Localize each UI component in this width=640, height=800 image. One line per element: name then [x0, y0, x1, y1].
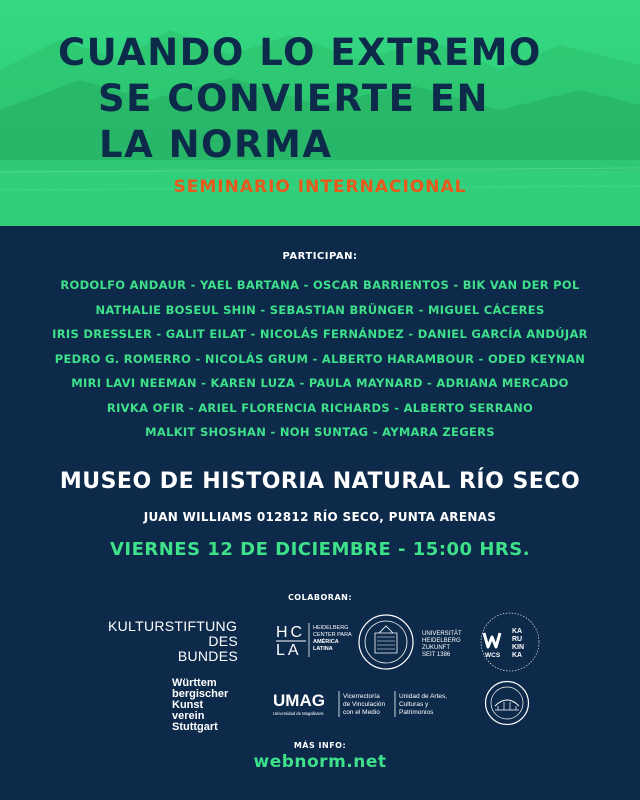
participant-line: PEDRO G. ROMERRO - NICOLÁS GRUM - ALBERTO HARAMBOUR - ODED KEYNAN	[54, 351, 586, 366]
subtitle: SEMINARIO INTERNACIONAL	[173, 177, 467, 197]
header-banner	[0, 0, 640, 226]
karukinka-text: KA RU KIN KA	[512, 628, 525, 659]
heidelberg-line-4: SEIT 1386	[422, 652, 451, 658]
umag-vice-3: con el Medio	[343, 709, 380, 716]
hcla-text-3: AMÉRICA	[313, 639, 339, 645]
kulturstiftung-line-2: DES	[208, 633, 238, 649]
umag-vice-2: de Vinculación	[343, 701, 386, 708]
heidelberg-line-2: HEIDELBERG	[422, 638, 461, 644]
poster-title	[40, 30, 600, 168]
title-line-2: SE CONVIERTE EN	[98, 77, 490, 120]
participant-line: MALKIT SHOSHAN - NOH SUNTAG - AYMARA ZEGERS	[145, 425, 495, 439]
umag-unit-1: Unidad de Artes,	[399, 693, 448, 700]
venue-address: JUAN WILLIAMS 012812 RÍO SECO, PUNTA ARENAS	[143, 510, 497, 524]
heidelberg-line-3: ZUKUNFT	[422, 645, 450, 651]
heidelberg-text	[422, 631, 462, 659]
wcs-mark: WCS	[485, 652, 501, 659]
umag-unit-3: Patrimonios	[399, 709, 434, 716]
heidelberg-seal-icon	[357, 613, 415, 671]
more-info-label: MÁS INFO:	[293, 741, 347, 750]
kulturstiftung-line-3: BUNDES	[177, 648, 238, 664]
participant-line: MIRI LAVI NEEMAN - KAREN LUZA - PAULA MAYNARD - ADRIANA MERCADO	[71, 376, 569, 390]
wkv-line-5: Stuttgart	[172, 721, 218, 733]
participant-line: NATHALIE BOSEUL SHIN - SEBASTIAN BRÜNGER - MIGUEL CÁCERES	[95, 302, 545, 317]
participant-line: RIVKA OFIR - ARIEL FLORENCIA RICHARDS - ALBERTO SERRANO	[106, 400, 534, 415]
museum-seal-icon	[484, 680, 530, 726]
hcla-text-4: LATINA	[313, 646, 333, 652]
umag-vice-1: Vicerrectoría	[343, 693, 380, 700]
collaborators-label: COLABORAN:	[287, 593, 353, 602]
umag-logo	[273, 689, 453, 719]
wkv-logo	[172, 678, 228, 733]
participant-line: IRIS DRESSLER - GALIT EILAT - NICOLÁS FERNÁNDEZ - DANIEL GARCÍA ANDÚJAR	[52, 327, 588, 341]
kulturstiftung-logo	[108, 619, 238, 664]
title-line-3: LA NORMA	[99, 123, 333, 166]
website-link[interactable]: webnorm.net	[253, 752, 387, 772]
venue-name: MUSEO DE HISTORIA NATURAL RÍO SECO	[59, 469, 581, 494]
wcs-karukinka-logo	[478, 611, 542, 673]
heidelberg-line-1: UNIVERSITÄT	[422, 631, 462, 637]
participants-list	[0, 273, 640, 445]
umag-mark: UMAG	[273, 691, 325, 710]
wkv-line-2: bergischer	[172, 688, 229, 700]
umag-sub: Universidad de Magallanes	[273, 711, 324, 716]
participants-label: PARTICIPAN:	[282, 251, 358, 262]
hcla-mark-top: HC	[276, 624, 306, 641]
participant-line: RODOLFO ANDAUR - YAEL BARTANA - OSCAR BARRIENTOS - BIK VAN DER POL	[60, 278, 580, 292]
title-line-1: CUANDO LO EXTREMO	[58, 31, 542, 74]
event-date: VIERNES 12 DE DICIEMBRE - 15:00 HRS.	[109, 539, 531, 560]
wkv-line-1: Württem	[172, 677, 217, 689]
hcla-text-2: CENTER PARA	[313, 632, 352, 638]
wkv-line-3: Kunst	[172, 699, 204, 711]
umag-unit-2: Culturas y	[399, 701, 429, 708]
wkv-line-4: verein	[172, 710, 205, 722]
hcla-mark-bottom: LA	[276, 642, 302, 659]
hcla-text-1: HEIDELBERG	[313, 625, 349, 631]
kulturstiftung-line-1: KULTURSTIFTUNG	[108, 618, 238, 634]
